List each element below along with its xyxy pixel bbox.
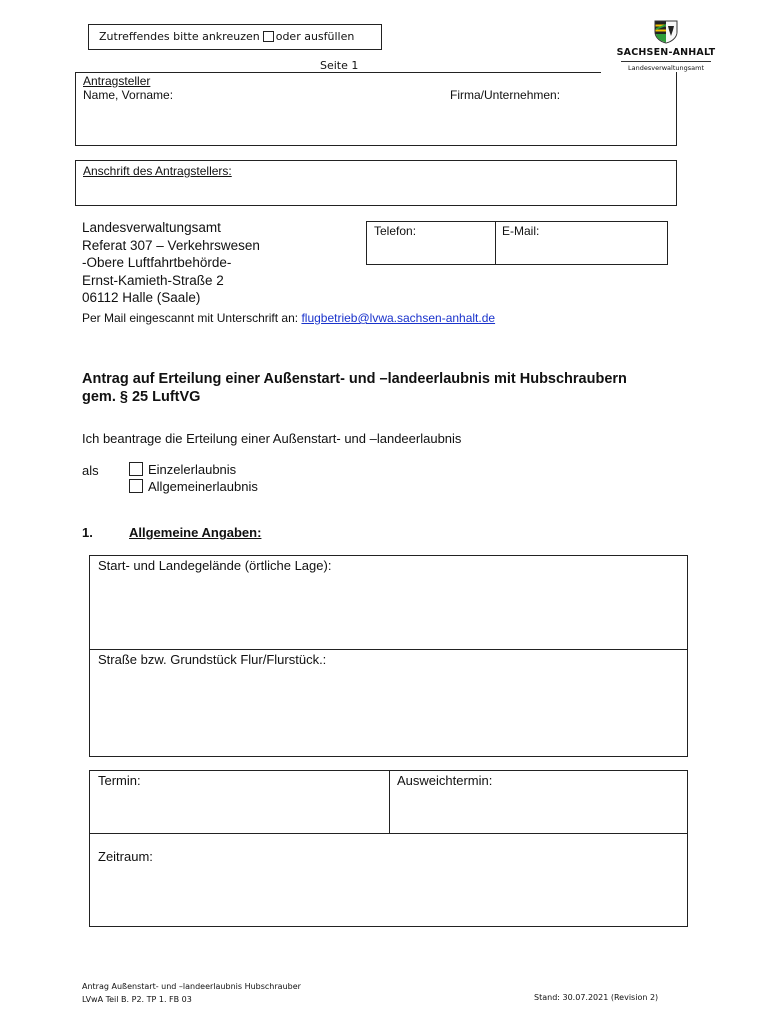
als-label: als	[82, 463, 99, 478]
site-field[interactable]: Start- und Landegelände (örtliche Lage):	[98, 558, 332, 573]
logo-subtitle: Landesverwaltungsamt	[627, 64, 705, 72]
applicant-box[interactable]	[75, 72, 677, 146]
footer-line2: LVwA Teil B. P2. TP 1. FB 03	[82, 995, 192, 1004]
applicant-address-box[interactable]	[75, 160, 677, 206]
form-title-line2: gem. § 25 LuftVG	[82, 388, 201, 405]
footer-line1: Antrag Außenstart- und –landeerlaubnis Hubschrauber	[82, 982, 301, 991]
form-title	[82, 371, 627, 406]
location-divider	[90, 649, 687, 650]
contact-box	[366, 221, 668, 265]
authority-line: Referat 307 – Verkehrswesen	[82, 237, 260, 253]
location-box	[89, 555, 688, 757]
single-permit-checkbox[interactable]	[129, 462, 143, 476]
fill-hint-box	[88, 24, 382, 50]
page-number: Seite 1	[320, 59, 359, 72]
authority-line: -Obere Luftfahrtbehörde-	[82, 255, 232, 270]
per-mail-note	[82, 311, 495, 325]
option-general-permit[interactable]	[129, 479, 258, 494]
date-field[interactable]: Termin:	[98, 773, 141, 788]
intro-text: Ich beantrage die Erteilung einer Außenstart- und –landeerlaubnis	[82, 431, 462, 446]
email-link[interactable]: flugbetrieb@lvwa.sachsen-anhalt.de	[301, 311, 496, 325]
authority-address	[82, 219, 260, 307]
name-label: Name, Vorname:	[83, 88, 174, 102]
general-permit-checkbox[interactable]	[129, 479, 143, 493]
fill-hint-text: Zutreffendes bitte ankreuzen	[99, 30, 260, 43]
dates-horizontal-divider	[90, 833, 687, 834]
single-permit-label: Einzelerlaubnis	[148, 462, 237, 477]
coat-of-arms-icon	[653, 20, 679, 44]
contact-divider	[495, 222, 496, 264]
dates-box	[89, 770, 688, 927]
per-mail-text: Per Mail eingescannt mit Unterschrift an:	[82, 311, 299, 325]
firm-label: Firma/Unternehmen:	[450, 88, 561, 102]
section-number: 1.	[82, 525, 93, 540]
address-label: Anschrift des Antragstellers:	[83, 164, 232, 178]
footer-left	[82, 980, 301, 1006]
general-permit-label: Allgemeinerlaubnis	[148, 479, 258, 494]
logo-state-name: SACHSEN-ANHALT	[616, 47, 716, 58]
dates-vertical-divider	[389, 771, 390, 833]
option-single-permit[interactable]	[129, 462, 236, 477]
form-title-line1: Antrag auf Erteilung einer Außenstart- und –landeerlaubnis mit Hubschraubern	[82, 371, 627, 387]
authority-line: Landesverwaltungsamt	[82, 220, 221, 235]
authority-line: Ernst-Kamieth-Straße 2	[82, 272, 224, 288]
sachsen-anhalt-logo	[616, 20, 716, 72]
logo-rule	[621, 61, 711, 62]
hint-checkbox-sample	[263, 31, 274, 42]
period-field[interactable]: Zeitraum:	[98, 849, 153, 864]
email-field[interactable]: E-Mail:	[502, 224, 540, 238]
authority-line: 06112 Halle (Saale)	[82, 290, 201, 305]
phone-field[interactable]: Telefon:	[374, 224, 417, 238]
street-field[interactable]: Straße bzw. Grundstück Flur/Flurstück.:	[98, 652, 327, 667]
applicant-heading: Antragsteller	[83, 74, 151, 88]
alt-date-field[interactable]: Ausweichtermin:	[397, 773, 493, 788]
fill-hint-text-after: oder ausfüllen	[275, 30, 355, 43]
footer-stand: Stand: 30.07.2021 (Revision 2)	[534, 993, 659, 1002]
section-title: Allgemeine Angaben:	[129, 525, 262, 540]
